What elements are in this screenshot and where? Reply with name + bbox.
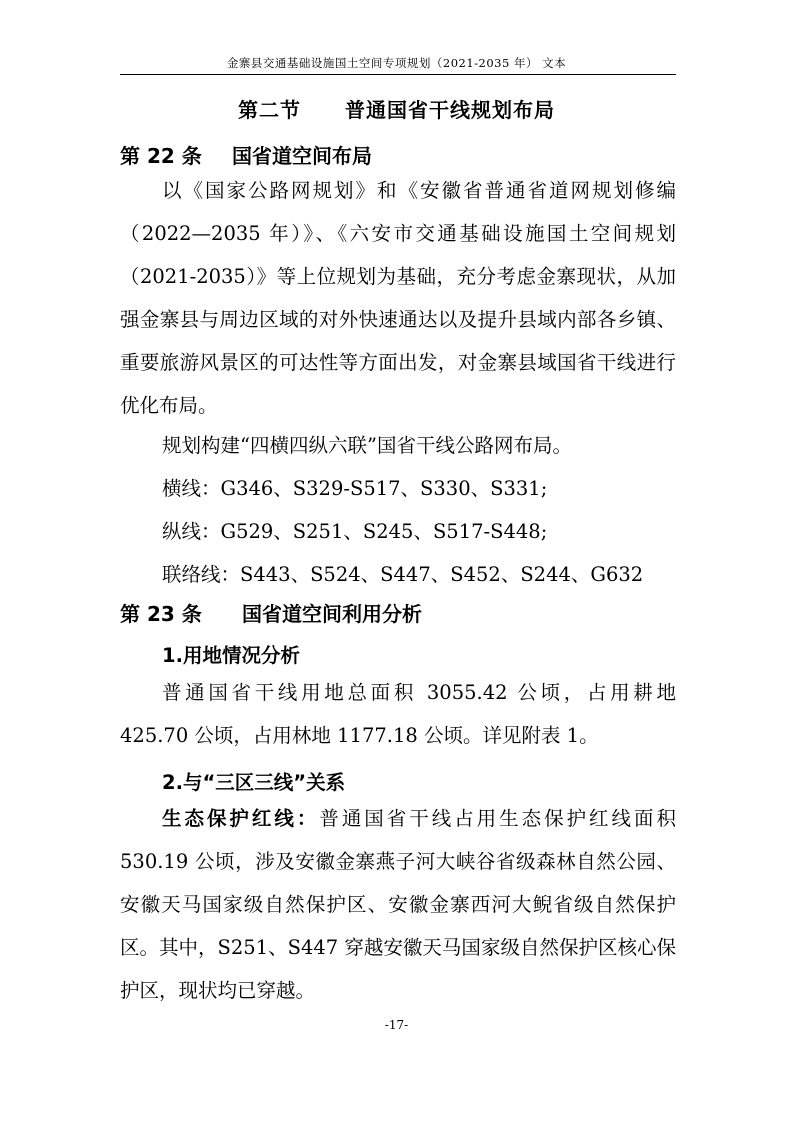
connector-routes: 联络线：S443、S524、S447、S452、S244、G632 xyxy=(162,563,644,586)
section-heading xyxy=(0,94,793,123)
article-22-title: 国省道空间布局 xyxy=(232,144,372,168)
ecological-redline-paragraph xyxy=(120,797,676,1012)
land-use-paragraph: 普通国省干线用地总面积 3055.42 公顷，占用耕地 425.70 公顷，占用林地 1177.18 公顷。详见附表 1。 xyxy=(120,681,676,747)
article-22-number: 第 22 条 xyxy=(120,144,202,168)
article-23-number: 第 23 条 xyxy=(120,602,202,626)
article-22-paragraph: 以《国家公路网规划》和《安徽省普通省道网规划修编（2022—2035 年）》、《六安市交通基础设施国土空间规划（2021-2035）》等上位规划为基础，充分考虑金寨现状，从加强金寨县与周边区域的对外快速通达以及提升县域内部各乡镇、重要旅游风景区的可达性等方面出发，对金寨县域国省干线进行优化布局。 xyxy=(120,179,676,417)
vertical-routes: 纵线：G529、S251、S245、S517-S448; xyxy=(162,520,548,543)
running-header: 金寨县交通基础设施国土空间专项规划（2021-2035 年） 文本 xyxy=(226,56,567,70)
section-title: 普通国省干线规划布局 xyxy=(345,98,555,122)
ecological-redline-text: 普通国省干线占用生态保护红线面积 530.19 公顷，涉及安徽金寨燕子河大峡谷省级森林自然公园、安徽天马国家级自然保护区、安徽金寨西河大鲵省级自然保护区。其中，S251、S447 穿越安徽天马国家级自然保护区核心保护区，现状均已穿越。 xyxy=(120,807,676,1002)
horizontal-routes: 横线：G346、S329-S517、S330、S331; xyxy=(162,477,548,500)
network-layout-line: 规划构建“四横四纵六联”国省干线公路网布局。 xyxy=(162,434,572,457)
page-number: -17- xyxy=(384,1018,409,1032)
article-22-heading xyxy=(120,140,372,169)
header-divider xyxy=(120,74,676,75)
section-number: 第二节 xyxy=(238,98,301,122)
ecological-redline-label: 生态保护红线： xyxy=(162,807,320,830)
subsection-2-title: 2.与“三区三线”关系 xyxy=(162,771,346,794)
article-23-title: 国省道空间利用分析 xyxy=(242,602,422,626)
article-23-heading xyxy=(120,598,422,627)
subsection-1-title: 1.用地情况分析 xyxy=(162,644,300,667)
